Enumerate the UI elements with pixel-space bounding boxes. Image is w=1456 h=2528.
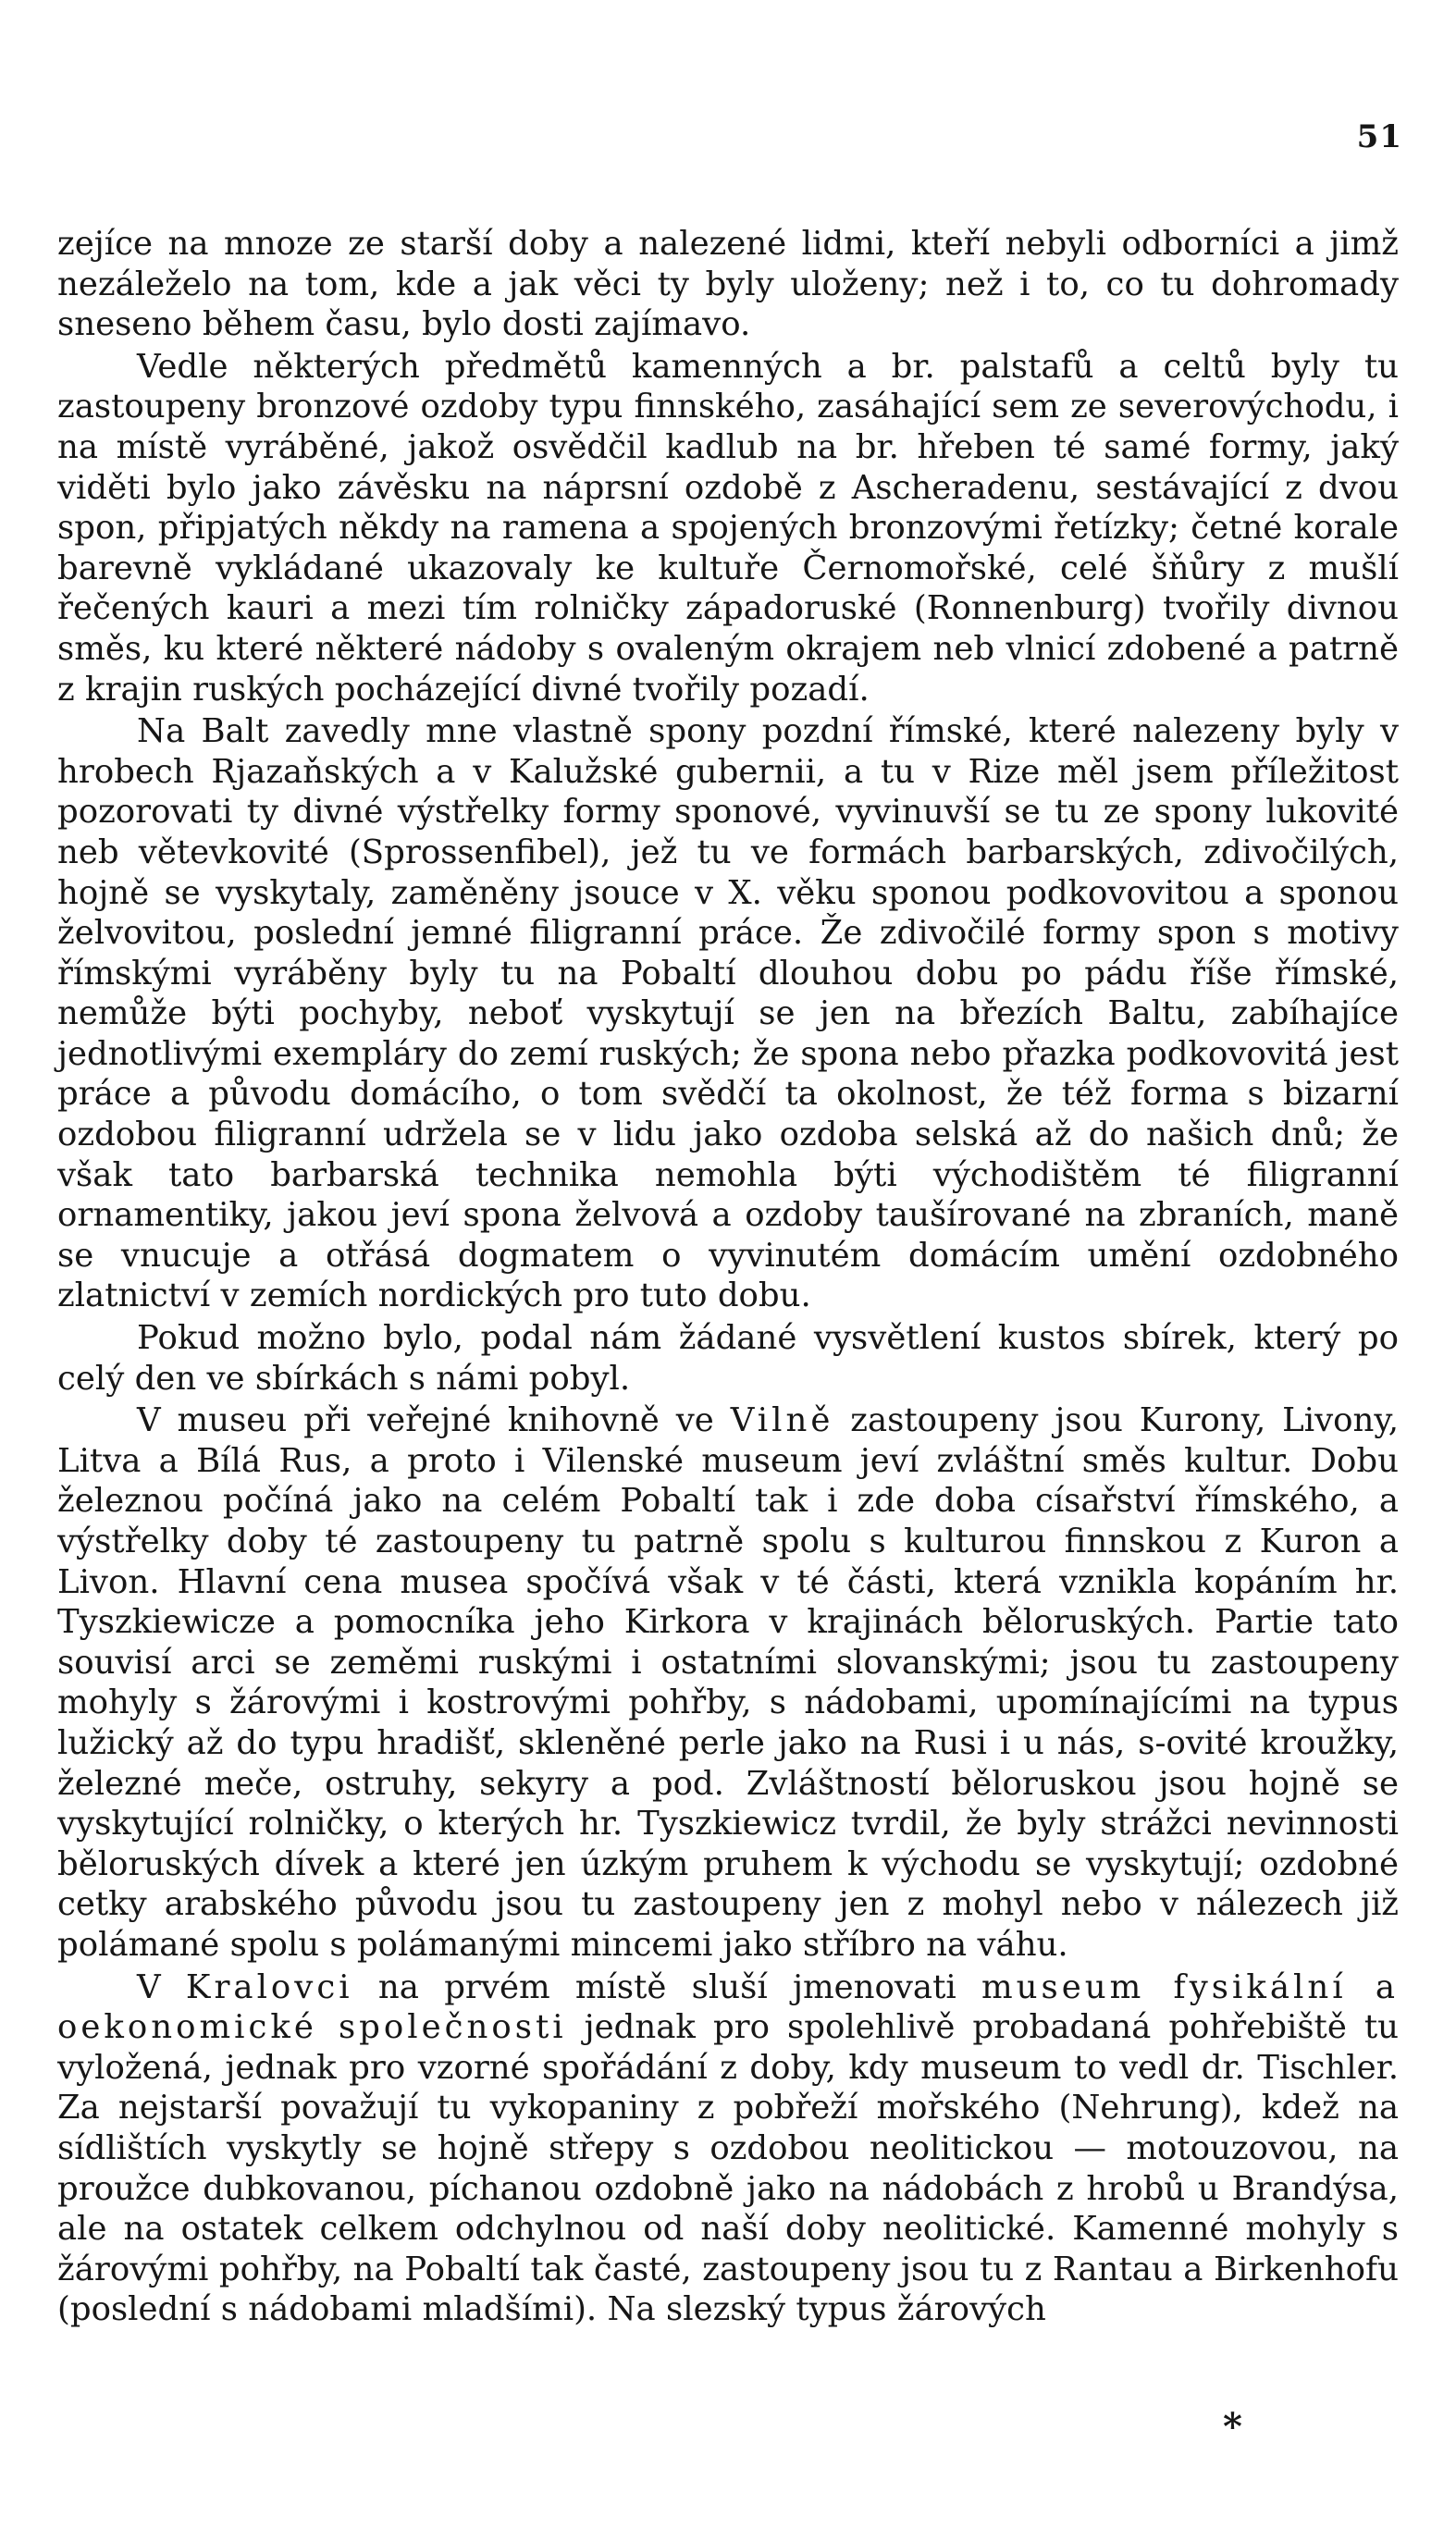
paragraph-vilnius-museum: [57, 1400, 1399, 1965]
text-segment: jednak pro spolehlivě probadaná pohřebiště tu vyložená, jednak pro vzorné spořádání z doby, kdy museum to vedl dr. Tischler. Za nejstarší považují tu vykopaniny z pobřeží mořského (Nehrung), kdež na sídlištích vyskytly se hojně střepy s ozdobou neolitickou — motouzovou, na proužce dubkovanou, píchanou ozdobně jako na nádobách z hrobů u Brandýsa, ale na ostatek celkem odchylnou od naší doby neolitické. Kamenné mohyly s žárovými pohřby, na Pobaltí tak časté, zastoupeny jsou tu z Rantau a Birkenhofu (poslední s nádobami mladšími). Na slezský typus žárových: [57, 2008, 1399, 2329]
page-number: 51: [1356, 118, 1402, 155]
spaced-museum-name: museum fysikální a oekonomické společnosti: [57, 1967, 1400, 2047]
text-segment: zastoupeny jsou Kurony, Livony, Litva a Bílá Rus, a proto i Vilenské museum jeví zvláštní směs kultur. Dobu železnou počíná jako na celém Pobaltí tak i zde doba císařství římského, a výstřelky doby té zastoupeny tu patrně spolu s kulturou finnskou z Kuron a Livon. Hlavní cena musea spočívá však v té části, která vznikla kopáním hr. Tyszkiewicze a pomocníka jeho Kirkora v krajinách běloruských. Partie tato souvisí arci se zeměmi ruskými i ostatními slovanskými; jsou tu zastoupeny mohyly s žárovými i kostrovými pohřby, s nádobami, upomínajícími na typus lužický až do typu hradišť, skleněné perle jako na Rusi i u nás, s-ovité kroužky, železné meče, ostruhy, sekyry a pod. Zvláštností běloruskou jsou hojně se vyskytující rolničky, o kterých hr. Tyszkiewicz tvrdil, že byly strážci nevinnosti běloruských dívek a které jen úzkým pruhem k východu se vyskytují; ozdobné cetky arabského původu jsou tu zastoupeny jen z mohyl nebo v nálezech již polámané spolu s polámanými mincemi jako stříbro na váhu.: [57, 1401, 1400, 1964]
paragraph-bronze-ornaments: Vedle některých předmětů kamenných a br. palstafů a celtů byly tu zastoupeny bronzové ozdoby typu finnského, zasáhající sem ze severovýchodu, i na místě vyráběné, jakož osvědčil kadlub na br. hřeben té samé formy, jaký viděti bylo jako závěsku na náprsní ozdobě z Ascheradenu, sestávající z dvou spon, připjatých někdy na ramena a spojených bronzovými řetízky; četné korale barevně vykládané ukazovaly ke kultuře Černomořské, celé šňůry z mušlí řečených kauri a mezi tím rolničky západoruské (Ronnenburg) tvořily divnou směs, ku které některé nádoby s ovaleným okrajem neb vlnicí zdobené a patrně z krajin ruských pocházející divné tvořily pozadí.: [57, 347, 1399, 709]
text-segment: na prvém místě sluší jmenovati: [352, 1967, 981, 2006]
body-text: [57, 224, 1399, 2330]
spaced-place-name: Kralovci: [185, 1967, 353, 2006]
paragraph-baltic-fibulae: Na Balt zavedly mne vlastně spony pozdní římské, které nalezeny byly v hrobech Rjazaňských a v Kalužské gubernii, a tu v Rize měl jsem příležitost pozorovati ty divné výstřelky formy sponové, vyvinuvší se tu ze spony lukovité neb větevkovité (Sprossenfibel), jež tu ve formách barbarských, zdivočilých, hojně se vyskytaly, zaměněny jsouce v X. věku sponou podkovovitou a sponou želvovitou, poslední jemné filigranní práce. Že zdivočilé formy spon s motivy římskými vyráběny byly tu na Pobaltí dlouhou dobu po pádu říše římské, nemůže býti pochyby, neboť vyskytují se jen na březích Baltu, zabíhajíce jednotlivými exempláry do zemí ruských; že spona nebo přazka podkovovitá jest práce a původu domácího, o tom svědčí ta okolnost, že též forma s bizarní ozdobou filigranní udržela se v lidu jako ozdoba selská až do našich dnů; že však tato barbarská technika nemohla býti východištěm té filigranní ornamentiky, jakou jeví spona želvová a ozdoby taušírované na zbraních, maně se vnucuje a otřásá dogmatem o vyvinutém domácím umění ozdobného zlatnictví v zemích nordických pro tuto dobu.: [57, 712, 1399, 1315]
text-segment: V museu při veřejné knihovně ve: [137, 1401, 731, 1440]
paragraph-curator: Pokud možno bylo, podal nám žádané vysvětlení kustos sbírek, který po celý den ve sbírkách s námi pobyl.: [57, 1319, 1399, 1398]
signature-mark: *: [1223, 2405, 1242, 2448]
spaced-place-name: Vilně: [730, 1401, 834, 1440]
paragraph-continuation: zejíce na mnoze ze starší doby a nalezené lidmi, kteří nebyli odborníci a jimž nezáleželo na tom, kde a jak věci ty byly uloženy; než i to, co tu dohromady sneseno během času, bylo dosti zajímavo.: [57, 225, 1399, 344]
text-segment: V: [137, 1967, 186, 2006]
paragraph-konigsberg-museum: [57, 1967, 1399, 2330]
